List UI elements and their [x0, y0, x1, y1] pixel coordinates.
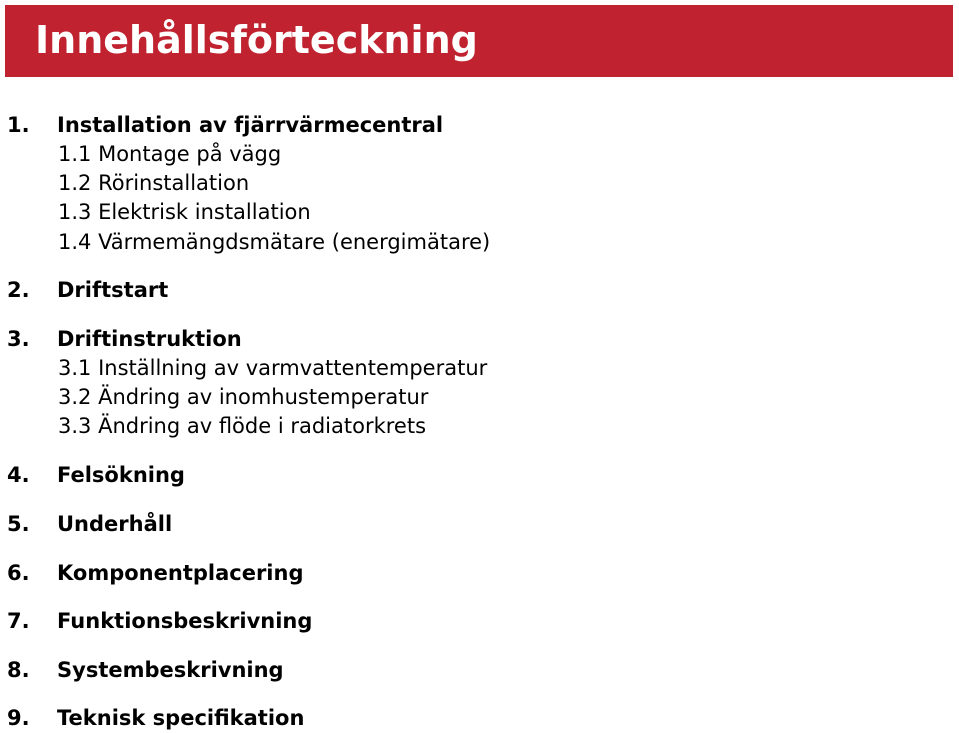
- toc-chapter-1[interactable]: [7, 111, 443, 139]
- toc-chapter-7[interactable]: [7, 607, 312, 635]
- chapter-title: Underhåll: [57, 512, 173, 536]
- chapter-number: 6.: [7, 561, 30, 585]
- chapter-number: 4.: [7, 463, 30, 487]
- toc-subsection-1-1[interactable]: 1.1 Montage på vägg: [58, 142, 282, 166]
- chapter-number: 2.: [7, 278, 30, 302]
- chapter-title: Felsökning: [57, 463, 185, 487]
- chapter-title: Driftstart: [57, 278, 169, 302]
- toc-subsection-3-2[interactable]: 3.2 Ändring av inomhustemperatur: [58, 385, 429, 409]
- chapter-title: Driftinstruktion: [57, 327, 242, 351]
- chapter-number: 3.: [7, 327, 30, 351]
- toc-chapter-4[interactable]: [7, 461, 185, 489]
- toc-chapter-3[interactable]: [7, 325, 242, 353]
- toc-subsection-1-3[interactable]: 1.3 Elektrisk installation: [58, 200, 311, 224]
- chapter-number: 7.: [7, 609, 30, 633]
- toc-chapter-9[interactable]: [7, 704, 304, 732]
- toc-chapter-2[interactable]: [7, 276, 168, 304]
- chapter-number: 9.: [7, 706, 30, 730]
- toc-chapter-5[interactable]: [7, 510, 172, 538]
- chapter-title: Systembeskrivning: [57, 658, 284, 682]
- toc-subsection-3-3[interactable]: 3.3 Ändring av flöde i radiatorkrets: [58, 414, 427, 438]
- page-title: Innehållsförteckning: [35, 18, 478, 62]
- toc-subsection-1-2[interactable]: 1.2 Rörinstallation: [58, 171, 250, 195]
- chapter-title: Installation av fjärrvärmecentral: [57, 113, 444, 137]
- chapter-title: Funktionsbeskrivning: [57, 609, 313, 633]
- toc-subsection-1-4[interactable]: 1.4 Värmemängdsmätare (energimätare): [58, 230, 491, 254]
- toc-chapter-6[interactable]: [7, 559, 303, 587]
- chapter-number: 1.: [7, 113, 30, 137]
- chapter-title: Komponentplacering: [57, 561, 304, 585]
- chapter-number: 5.: [7, 512, 30, 536]
- toc-chapter-8[interactable]: [7, 656, 284, 684]
- toc-subsection-3-1[interactable]: 3.1 Inställning av varmvattentemperatur: [58, 356, 488, 380]
- chapter-number: 8.: [7, 658, 30, 682]
- chapter-title: Teknisk specifikation: [57, 706, 305, 730]
